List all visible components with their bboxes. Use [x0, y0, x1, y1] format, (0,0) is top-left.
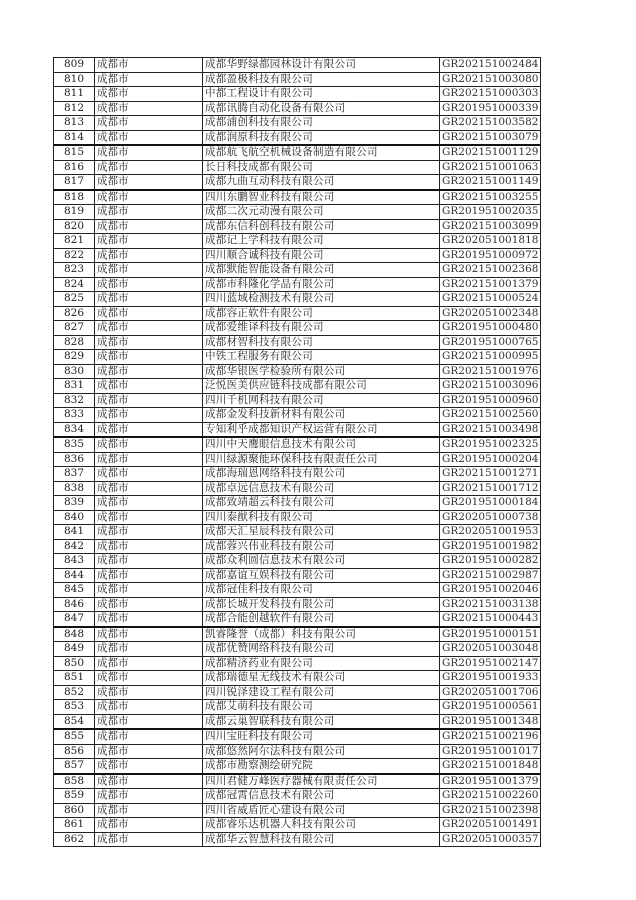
- row-certificate-code: GR202051003048: [440, 642, 541, 657]
- row-company-name: 成都蓉兴伟业科技有限公司: [203, 539, 440, 554]
- row-company-name: 四川蓝域检测技术有限公司: [203, 292, 440, 307]
- row-city: 成都市: [95, 744, 203, 759]
- row-city: 成都市: [95, 234, 203, 249]
- row-city: 成都市: [95, 350, 203, 365]
- row-certificate-code: GR201951001348: [440, 714, 541, 729]
- row-number: 840: [54, 510, 95, 525]
- table-row: [54, 248, 541, 263]
- table-row: [54, 277, 541, 292]
- row-number: 845: [54, 583, 95, 598]
- row-company-name: 成都华银医学检验所有限公司: [203, 364, 440, 379]
- row-certificate-code: GR202151000303: [440, 87, 541, 102]
- row-company-name: 泛悦医美供应链科技成都有限公司: [203, 379, 440, 394]
- row-city: 成都市: [95, 219, 203, 234]
- row-number: 828: [54, 335, 95, 350]
- row-certificate-code: GR202151002987: [440, 568, 541, 583]
- table-row: [54, 160, 541, 175]
- row-number: 851: [54, 671, 95, 686]
- row-number: 822: [54, 248, 95, 263]
- row-city: 成都市: [95, 539, 203, 554]
- row-number: 824: [54, 277, 95, 292]
- row-certificate-code: GR201951002325: [440, 437, 541, 452]
- row-number: 825: [54, 292, 95, 307]
- row-company-name: 成都讯腾自动化设备有限公司: [203, 101, 440, 116]
- row-number: 856: [54, 744, 95, 759]
- row-certificate-code: GR202151002196: [440, 729, 541, 744]
- row-number: 861: [54, 818, 95, 833]
- row-certificate-code: GR202051001491: [440, 818, 541, 833]
- row-company-name: 四川锐泽建设工程有限公司: [203, 685, 440, 700]
- row-company-name: 成都卓远信息技术有限公司: [203, 481, 440, 496]
- row-company-name: 成都长城开发科技有限公司: [203, 597, 440, 612]
- row-city: 成都市: [95, 306, 203, 321]
- row-company-name: 成都精济药业有限公司: [203, 656, 440, 671]
- row-number: 829: [54, 350, 95, 365]
- row-number: 826: [54, 306, 95, 321]
- table-row: [54, 510, 541, 525]
- row-certificate-code: GR201951001379: [440, 774, 541, 789]
- table-row: [54, 685, 541, 700]
- row-city: 成都市: [95, 130, 203, 145]
- table-row: [54, 481, 541, 496]
- row-city: 成都市: [95, 583, 203, 598]
- row-city: 成都市: [95, 774, 203, 789]
- row-city: 成都市: [95, 452, 203, 467]
- table-row: [54, 437, 541, 452]
- table-row: [54, 789, 541, 804]
- row-certificate-code: GR202151000995: [440, 350, 541, 365]
- row-number: 810: [54, 72, 95, 87]
- row-certificate-code: GR202151000443: [440, 612, 541, 627]
- row-city: 成都市: [95, 496, 203, 511]
- row-certificate-code: GR202151001848: [440, 759, 541, 774]
- row-number: 859: [54, 789, 95, 804]
- row-company-name: 凯睿隆誉（成都）科技有限公司: [203, 627, 440, 642]
- row-number: 823: [54, 263, 95, 278]
- table-row: [54, 263, 541, 278]
- row-city: 成都市: [95, 612, 203, 627]
- row-number: 862: [54, 832, 95, 847]
- row-city: 成都市: [95, 568, 203, 583]
- row-city: 成都市: [95, 714, 203, 729]
- row-certificate-code: GR202051000357: [440, 832, 541, 847]
- row-city: 成都市: [95, 248, 203, 263]
- row-certificate-code: GR201951001982: [440, 539, 541, 554]
- row-company-name: 成都九曲互动科技有限公司: [203, 175, 440, 190]
- table-row: [54, 656, 541, 671]
- row-city: 成都市: [95, 205, 203, 220]
- row-number: 816: [54, 160, 95, 175]
- row-certificate-code: GR201951000282: [440, 554, 541, 569]
- row-company-name: 成都嘉谊互娱科技有限公司: [203, 568, 440, 583]
- table-row: [54, 818, 541, 833]
- row-number: 843: [54, 554, 95, 569]
- table-row: [54, 642, 541, 657]
- row-certificate-code: GR202151002560: [440, 408, 541, 423]
- table-row: [54, 175, 541, 190]
- row-certificate-code: GR202051001818: [440, 234, 541, 249]
- row-city: 成都市: [95, 87, 203, 102]
- row-city: 成都市: [95, 422, 203, 437]
- row-certificate-code: GR202151003498: [440, 422, 541, 437]
- row-company-name: 四川绿源聚能环保科技有限责任公司: [203, 452, 440, 467]
- row-city: 成都市: [95, 160, 203, 175]
- table-row: [54, 803, 541, 818]
- row-city: 成都市: [95, 263, 203, 278]
- row-certificate-code: GR202151003099: [440, 219, 541, 234]
- table-row: [54, 467, 541, 482]
- row-certificate-code: GR202151002398: [440, 803, 541, 818]
- table-row: [54, 101, 541, 116]
- row-company-name: 成都冠霄信息技术有限公司: [203, 789, 440, 804]
- row-company-name: 成都瑞德星无线技术有限公司: [203, 671, 440, 686]
- row-city: 成都市: [95, 335, 203, 350]
- row-company-name: 成都市勘察测绘研究院: [203, 759, 440, 774]
- table-row: [54, 714, 541, 729]
- row-certificate-code: GR202151001129: [440, 145, 541, 160]
- row-number: 860: [54, 803, 95, 818]
- table-row: [54, 568, 541, 583]
- row-city: 成都市: [95, 481, 203, 496]
- row-city: 成都市: [95, 525, 203, 540]
- table-row: [54, 190, 541, 205]
- row-company-name: 成都致靖超云科技有限公司: [203, 496, 440, 511]
- row-city: 成都市: [95, 145, 203, 160]
- row-company-name: 成都华云智慧科技有限公司: [203, 832, 440, 847]
- row-number: 846: [54, 597, 95, 612]
- table-row: [54, 422, 541, 437]
- row-city: 成都市: [95, 58, 203, 73]
- row-company-name: 成都云巢智联科技有限公司: [203, 714, 440, 729]
- row-certificate-code: GR201951000972: [440, 248, 541, 263]
- row-city: 成都市: [95, 789, 203, 804]
- table-row: [54, 58, 541, 73]
- row-certificate-code: GR202051000738: [440, 510, 541, 525]
- row-certificate-code: GR202051001953: [440, 525, 541, 540]
- row-city: 成都市: [95, 642, 203, 657]
- row-company-name: 成都天汇星辰科技有限公司: [203, 525, 440, 540]
- row-certificate-code: GR202151003096: [440, 379, 541, 394]
- row-certificate-code: GR201951001933: [440, 671, 541, 686]
- row-city: 成都市: [95, 759, 203, 774]
- table-row: [54, 612, 541, 627]
- row-number: 812: [54, 101, 95, 116]
- row-city: 成都市: [95, 627, 203, 642]
- row-city: 成都市: [95, 510, 203, 525]
- row-certificate-code: GR201951000960: [440, 393, 541, 408]
- row-certificate-code: GR201951000561: [440, 700, 541, 715]
- row-number: 855: [54, 729, 95, 744]
- table-row: [54, 205, 541, 220]
- row-certificate-code: GR202151003079: [440, 130, 541, 145]
- table-row: [54, 408, 541, 423]
- row-company-name: 四川顺合诚科技有限公司: [203, 248, 440, 263]
- row-company-name: 成都浦创科技有限公司: [203, 116, 440, 131]
- row-number: 830: [54, 364, 95, 379]
- row-number: 853: [54, 700, 95, 715]
- row-number: 819: [54, 205, 95, 220]
- table-row: [54, 219, 541, 234]
- row-city: 成都市: [95, 700, 203, 715]
- row-company-name: 成都合能创越软件有限公司: [203, 612, 440, 627]
- row-company-name: 成都悠然阿尔法科技有限公司: [203, 744, 440, 759]
- row-certificate-code: GR202151001063: [440, 160, 541, 175]
- row-city: 成都市: [95, 175, 203, 190]
- row-city: 成都市: [95, 437, 203, 452]
- row-company-name: 专知利乎成都知识产权运营有限公司: [203, 422, 440, 437]
- row-number: 817: [54, 175, 95, 190]
- row-company-name: 成都睿乐达机器人科技有限公司: [203, 818, 440, 833]
- row-number: 836: [54, 452, 95, 467]
- row-certificate-code: GR201951002046: [440, 583, 541, 598]
- row-number: 849: [54, 642, 95, 657]
- row-certificate-code: GR202151003080: [440, 72, 541, 87]
- row-number: 837: [54, 467, 95, 482]
- row-certificate-code: GR201951000151: [440, 627, 541, 642]
- row-company-name: 成都优赞网络科技有限公司: [203, 642, 440, 657]
- row-number: 827: [54, 321, 95, 336]
- table-row: [54, 597, 541, 612]
- table-row: [54, 627, 541, 642]
- row-city: 成都市: [95, 393, 203, 408]
- row-company-name: 成都艾萌科技有限公司: [203, 700, 440, 715]
- row-number: 821: [54, 234, 95, 249]
- row-city: 成都市: [95, 554, 203, 569]
- row-certificate-code: GR202151000524: [440, 292, 541, 307]
- row-company-name: 四川省威盾匠心建设有限公司: [203, 803, 440, 818]
- row-company-name: 四川中天鹰眼信息技术有限公司: [203, 437, 440, 452]
- table-row: [54, 145, 541, 160]
- row-number: 842: [54, 539, 95, 554]
- row-company-name: 成都默能智能设备有限公司: [203, 263, 440, 278]
- row-city: 成都市: [95, 408, 203, 423]
- row-number: 857: [54, 759, 95, 774]
- row-number: 852: [54, 685, 95, 700]
- row-city: 成都市: [95, 671, 203, 686]
- row-company-name: 长日科技成都有限公司: [203, 160, 440, 175]
- row-company-name: 成都市科隆化学品有限公司: [203, 277, 440, 292]
- row-city: 成都市: [95, 277, 203, 292]
- table-row: [54, 116, 541, 131]
- table-row: [54, 292, 541, 307]
- table-row: [54, 87, 541, 102]
- row-number: 820: [54, 219, 95, 234]
- row-city: 成都市: [95, 364, 203, 379]
- row-number: 834: [54, 422, 95, 437]
- row-city: 成都市: [95, 379, 203, 394]
- row-company-name: 成都爱维译科技有限公司: [203, 321, 440, 336]
- table-row: [54, 774, 541, 789]
- row-city: 成都市: [95, 685, 203, 700]
- table-row: [54, 130, 541, 145]
- row-city: 成都市: [95, 190, 203, 205]
- row-company-name: 成都润原科技有限公司: [203, 130, 440, 145]
- row-company-name: 中都工程设计有限公司: [203, 87, 440, 102]
- row-number: 854: [54, 714, 95, 729]
- row-certificate-code: GR202151003582: [440, 116, 541, 131]
- row-company-name: 四川千机网科技有限公司: [203, 393, 440, 408]
- row-company-name: 成都众利圆信息技术有限公司: [203, 554, 440, 569]
- table-row: [54, 321, 541, 336]
- row-certificate-code: GR201951001017: [440, 744, 541, 759]
- table-row: [54, 452, 541, 467]
- row-company-name: 成都华野绿都园林设计有限公司: [203, 58, 440, 73]
- row-certificate-code: GR202151001271: [440, 467, 541, 482]
- row-number: 831: [54, 379, 95, 394]
- row-city: 成都市: [95, 656, 203, 671]
- row-number: 832: [54, 393, 95, 408]
- row-city: 成都市: [95, 467, 203, 482]
- row-number: 839: [54, 496, 95, 511]
- row-company-name: 成都容正软件有限公司: [203, 306, 440, 321]
- table-row: [54, 583, 541, 598]
- row-company-name: 四川泰猷科技有限公司: [203, 510, 440, 525]
- table-row: [54, 759, 541, 774]
- row-certificate-code: GR201951000480: [440, 321, 541, 336]
- table-row: [54, 525, 541, 540]
- table-row: [54, 496, 541, 511]
- row-number: 811: [54, 87, 95, 102]
- table-row: [54, 729, 541, 744]
- row-company-name: 成都冠佳科技有限公司: [203, 583, 440, 598]
- row-company-name: 成都金发科技新材料有限公司: [203, 408, 440, 423]
- row-number: 838: [54, 481, 95, 496]
- row-certificate-code: GR201951000765: [440, 335, 541, 350]
- row-city: 成都市: [95, 597, 203, 612]
- row-certificate-code: GR202151002260: [440, 789, 541, 804]
- row-certificate-code: GR202051002348: [440, 306, 541, 321]
- table-row: [54, 671, 541, 686]
- row-certificate-code: GR201951000204: [440, 452, 541, 467]
- row-city: 成都市: [95, 116, 203, 131]
- row-number: 858: [54, 774, 95, 789]
- table-row: [54, 234, 541, 249]
- table-row: [54, 539, 541, 554]
- table-row: [54, 364, 541, 379]
- table-row: [54, 700, 541, 715]
- row-company-name: 四川宝旺科技有限公司: [203, 729, 440, 744]
- row-number: 835: [54, 437, 95, 452]
- row-city: 成都市: [95, 292, 203, 307]
- table-row: [54, 379, 541, 394]
- row-city: 成都市: [95, 832, 203, 847]
- table-row: [54, 350, 541, 365]
- company-table: [53, 57, 541, 847]
- table-row: [54, 335, 541, 350]
- row-certificate-code: GR202151002368: [440, 263, 541, 278]
- table-row: [54, 306, 541, 321]
- row-certificate-code: GR202151001976: [440, 364, 541, 379]
- row-company-name: 成都二次元动漫有限公司: [203, 205, 440, 220]
- row-certificate-code: GR201951000184: [440, 496, 541, 511]
- row-company-name: 四川东鹏智业科技有限公司: [203, 190, 440, 205]
- row-number: 809: [54, 58, 95, 73]
- row-city: 成都市: [95, 818, 203, 833]
- row-city: 成都市: [95, 729, 203, 744]
- row-certificate-code: GR202051001706: [440, 685, 541, 700]
- row-city: 成都市: [95, 803, 203, 818]
- row-company-name: 四川君健万峰医疗器械有限责任公司: [203, 774, 440, 789]
- row-number: 814: [54, 130, 95, 145]
- row-number: 844: [54, 568, 95, 583]
- row-certificate-code: GR202151001149: [440, 175, 541, 190]
- row-city: 成都市: [95, 72, 203, 87]
- table-row: [54, 72, 541, 87]
- row-number: 818: [54, 190, 95, 205]
- row-company-name: 成都航飞航空机械设备制造有限公司: [203, 145, 440, 160]
- row-number: 813: [54, 116, 95, 131]
- row-certificate-code: GR201951002147: [440, 656, 541, 671]
- row-number: 847: [54, 612, 95, 627]
- row-city: 成都市: [95, 321, 203, 336]
- company-table-body: [54, 58, 541, 847]
- row-certificate-code: GR202151001712: [440, 481, 541, 496]
- row-certificate-code: GR202151003255: [440, 190, 541, 205]
- row-company-name: 成都东信科创科技有限公司: [203, 219, 440, 234]
- row-company-name: 中铁工程服务有限公司: [203, 350, 440, 365]
- table-row: [54, 393, 541, 408]
- row-certificate-code: GR201951000339: [440, 101, 541, 116]
- row-certificate-code: GR202151003138: [440, 597, 541, 612]
- row-number: 841: [54, 525, 95, 540]
- row-certificate-code: GR201951002035: [440, 205, 541, 220]
- row-company-name: 成都材智科技有限公司: [203, 335, 440, 350]
- row-certificate-code: GR202151002484: [440, 58, 541, 73]
- table-row: [54, 554, 541, 569]
- table-row: [54, 744, 541, 759]
- row-number: 815: [54, 145, 95, 160]
- row-number: 833: [54, 408, 95, 423]
- row-city: 成都市: [95, 101, 203, 116]
- row-company-name: 成都盈极科技有限公司: [203, 72, 440, 87]
- row-certificate-code: GR202151001379: [440, 277, 541, 292]
- row-company-name: 成都海瑞恩网络科技有限公司: [203, 467, 440, 482]
- row-number: 850: [54, 656, 95, 671]
- table-row: [54, 832, 541, 847]
- row-company-name: 成都记上学科技有限公司: [203, 234, 440, 249]
- row-number: 848: [54, 627, 95, 642]
